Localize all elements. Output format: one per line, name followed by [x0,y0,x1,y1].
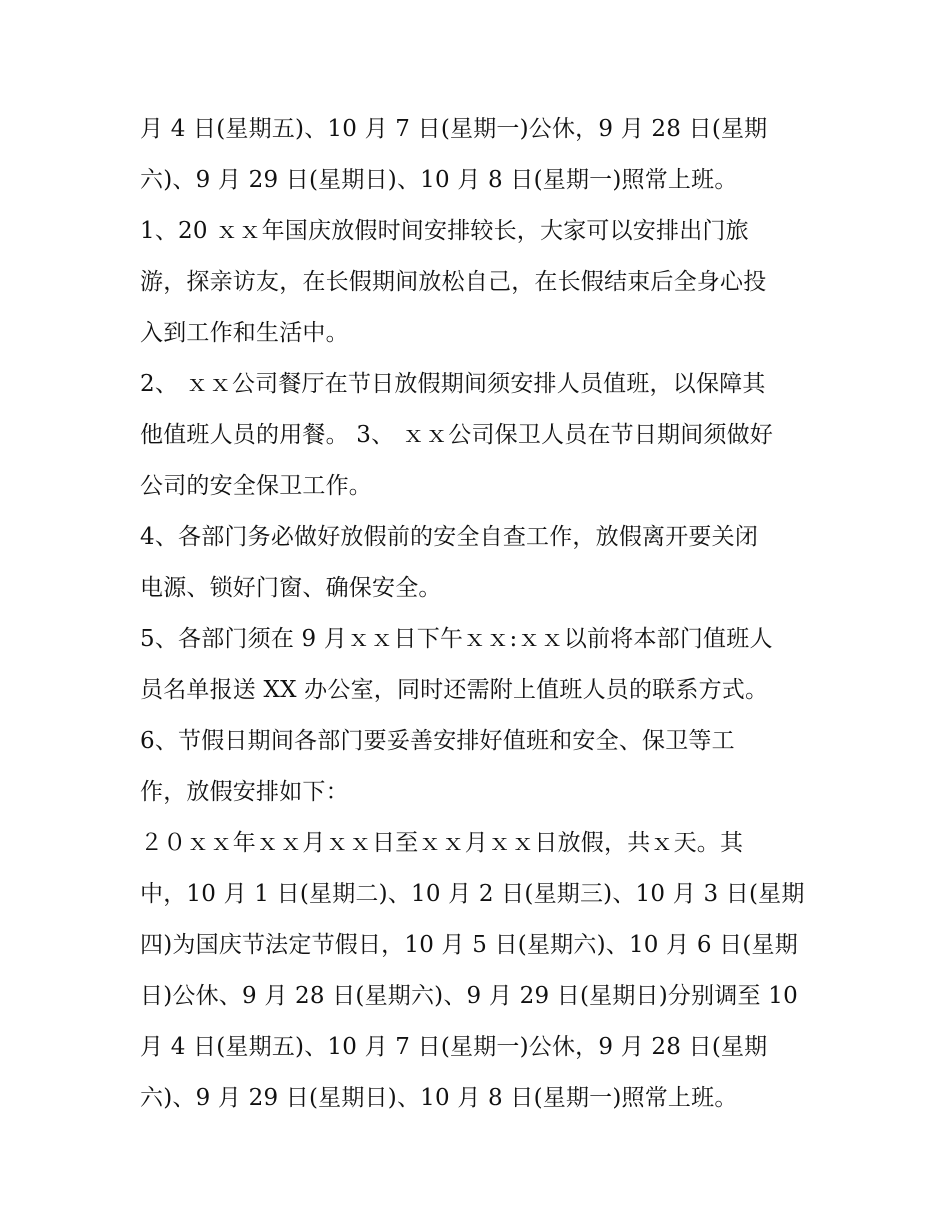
text-line: 作，放假安排如下： [140,779,349,805]
text-line: 公司的安全保卫工作。 [140,473,372,499]
text-line: 四)为国庆节法定节假日，10 月 5 日(星期六)、10 月 6 日(星期 [140,932,798,958]
text-line: 电源、锁好门窗、确保安全。 [140,575,442,601]
text-line: 游，探亲访友，在长假期间放松自己，在长假结束后全身心投 [140,269,767,295]
text-line: 2、 ｘｘ公司餐厅在节日放假期间须安排人员值班，以保障其 [140,371,766,397]
text-line: 六)、9 月 29 日(星期日)、10 月 8 日(星期一)照常上班。 [140,1085,738,1111]
text-line: 入到工作和生活中。 [140,320,349,346]
text-line: 员名单报送 XX 办公室，同时还需附上值班人员的联系方式。 [140,677,769,703]
text-line: 他值班人员的用餐。 3、 ｘｘ公司保卫人员在节日期间须做好 [140,422,774,448]
text-line: 1、20 ｘｘ年国庆放假时间安排较长，大家可以安排出门旅 [140,218,749,244]
text-line: 月 4 日(星期五)、10 月 7 日(星期一)公休，9 月 28 日(星期 [140,116,768,142]
text-line: 六)、9 月 29 日(星期日)、10 月 8 日(星期一)照常上班。 [140,167,738,193]
text-line: 5、各部门须在 9 月ｘｘ日下午ｘｘ:ｘｘ以前将本部门值班人 [140,626,773,652]
text-line: ２０ｘｘ年ｘｘ月ｘｘ日至ｘｘ月ｘｘ日放假，共ｘ天。其 [140,830,744,856]
text-line: 中，10 月 1 日(星期二)、10 月 2 日(星期三)、10 月 3 日(星期 [140,881,805,907]
text-line: 月 4 日(星期五)、10 月 7 日(星期一)公休，9 月 28 日(星期 [140,1034,768,1060]
text-line: 日)公休、9 月 28 日(星期六)、9 月 29 日(星期日)分别调至 10 [140,983,798,1009]
text-line: 6、节假日期间各部门要妥善安排好值班和安全、保卫等工 [140,728,735,754]
document-body [140,104,820,1124]
text-line: 4、各部门务必做好放假前的安全自查工作，放假离开要关闭 [140,524,759,550]
